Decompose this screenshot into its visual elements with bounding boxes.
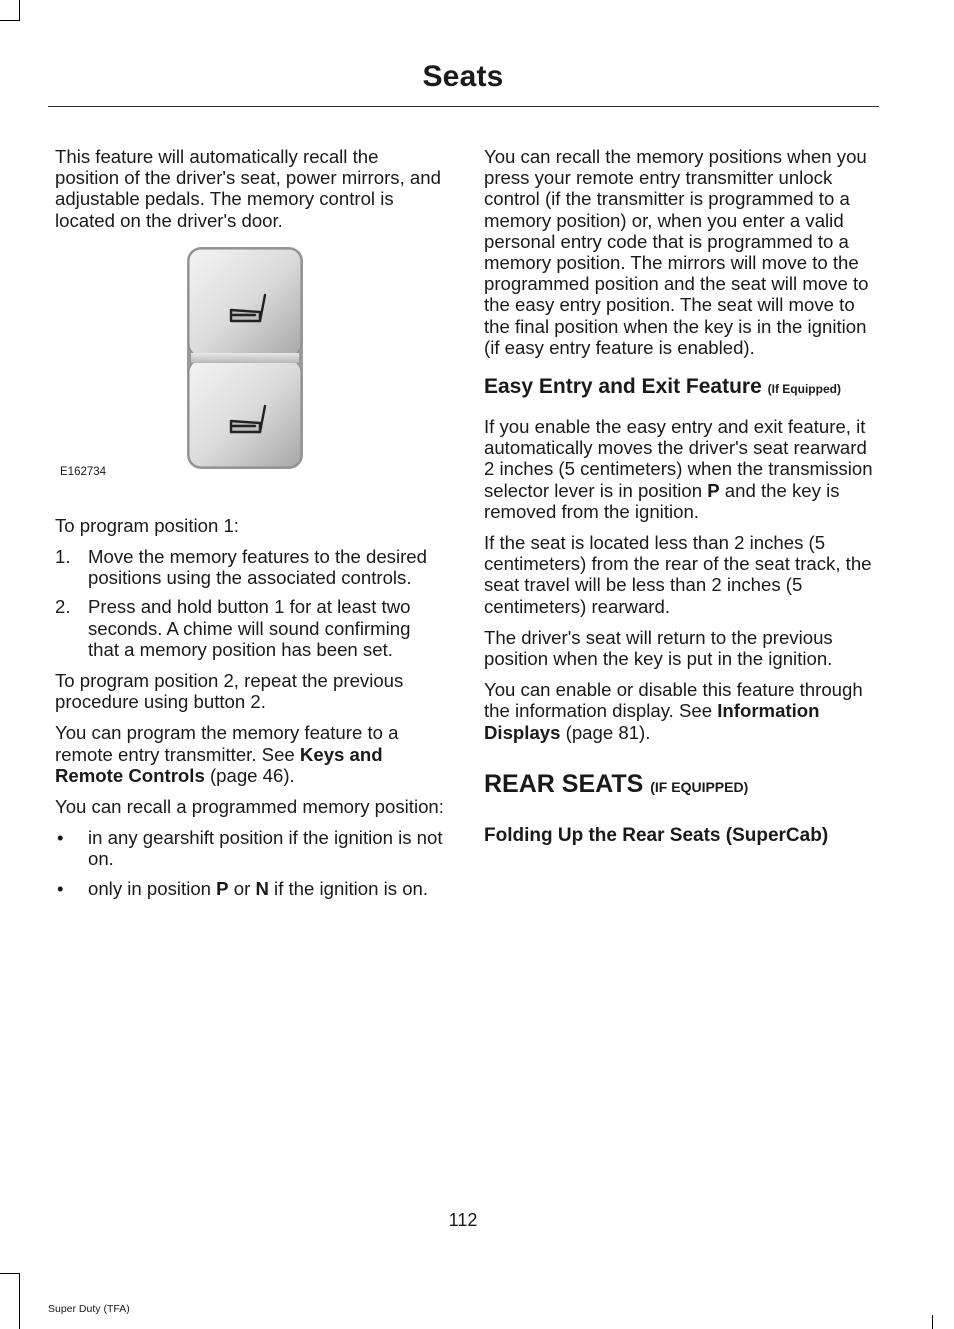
crop-mark — [932, 1315, 933, 1329]
seat-return-paragraph: The driver's seat will return to the previous position when the key is put in the ignition. — [484, 626, 833, 670]
remote-entry-paragraph — [55, 722, 445, 786]
footer-model: Super Duty (TFA) — [48, 1303, 130, 1315]
crop-mark — [19, 0, 20, 20]
gear-position-p: P — [216, 877, 229, 899]
seat-travel-paragraph: If the seat is located less than 2 inches (5 centimeters) from the rear of the seat track, the seat travel will be less than 2 inches (5 centimeters) rearward. — [484, 532, 872, 617]
keys-and-remote-controls-link[interactable]: Keys and Remote Controls — [55, 743, 383, 786]
recall-intro-paragraph: You can recall a programmed memory position: — [55, 796, 444, 818]
bullet-text: if the ignition is on. — [268, 877, 429, 899]
memory-control-figure — [55, 245, 445, 507]
list-item — [55, 878, 445, 899]
easy-entry-paragraph — [484, 416, 876, 522]
title-divider — [48, 106, 879, 107]
left-column — [55, 146, 445, 909]
gear-position-p: P — [707, 479, 720, 501]
step-text: Press and hold button 1 for at least two seconds. A chime will sound confirming that a memory position has been set. — [88, 596, 411, 660]
step-text: Move the memory features to the desired positions using the associated controls. — [88, 546, 427, 589]
if-equipped-note: (IF EQUIPPED) — [650, 778, 749, 795]
right-column — [484, 146, 876, 848]
program-position-1-intro: To program position 1: — [55, 514, 239, 536]
section-heading-text: REAR SEATS — [484, 769, 644, 798]
memory-buttons-illustration — [185, 245, 305, 471]
program-steps-list — [55, 546, 445, 660]
crop-mark — [0, 1273, 20, 1274]
list-item — [55, 546, 445, 588]
page-reference: (page 81). — [560, 721, 651, 743]
enable-disable-paragraph — [484, 679, 876, 743]
step-number: 2. — [55, 596, 71, 618]
remote-recall-paragraph: You can recall the memory positions when you press your remote entry transmitter unlock control (if the transmitter is programmed to a memory position) or, when you enter a valid personal entry code that is programmed to a memory position. The mirrors will move to the programmed position and the seat will move to the easy entry position. The seat will move to the final position when the key is in the ignition (if easy entry feature is enabled). — [484, 146, 869, 358]
remote-entry-text: You can program the memory feature to a remote entry transmitter. See — [55, 722, 399, 765]
bullet-text: only in position — [88, 877, 217, 899]
paragraph-text: You can enable or disable this feature through the information display. See — [484, 679, 863, 722]
folding-rear-seats-heading: Folding Up the Rear Seats (SuperCab) — [484, 824, 829, 846]
page-title: Seats — [422, 60, 504, 93]
rear-seats-heading — [484, 769, 876, 802]
list-item — [55, 827, 445, 869]
bullet: • — [57, 827, 64, 849]
step-number: 1. — [55, 546, 71, 568]
bullet-text: or — [228, 877, 256, 899]
figure-code: E162734 — [60, 465, 107, 478]
bullet-text: in any gearshift position if the ignition is not on. — [88, 827, 443, 870]
page-number: 112 — [448, 1210, 478, 1230]
information-displays-link[interactable]: Information Displays — [484, 700, 820, 743]
intro-paragraph: This feature will automatically recall the position of the driver's seat, power mirrors, and adjustable pedals. The memory control is located on the driver's door. — [55, 146, 441, 231]
paragraph-text: and the key is removed from the ignition. — [484, 479, 840, 522]
bullet: • — [57, 877, 64, 899]
list-item — [55, 596, 445, 660]
crop-mark — [19, 1273, 20, 1329]
section-heading-text: Easy Entry and Exit Feature — [484, 375, 762, 399]
crop-mark — [0, 20, 20, 21]
easy-entry-heading — [484, 374, 876, 402]
gear-position-n: N — [255, 877, 269, 899]
recall-conditions-list — [55, 827, 445, 899]
page-reference: (page 46). — [204, 764, 295, 786]
program-position-2-paragraph: To program position 2, repeat the previous procedure using button 2. — [55, 670, 404, 713]
paragraph-text: If you enable the easy entry and exit feature, it automatically moves the driver's seat rearward 2 inches (5 centimeters) when the transmission selector lever is in position — [484, 416, 873, 501]
if-equipped-note: (If Equipped) — [767, 382, 841, 397]
